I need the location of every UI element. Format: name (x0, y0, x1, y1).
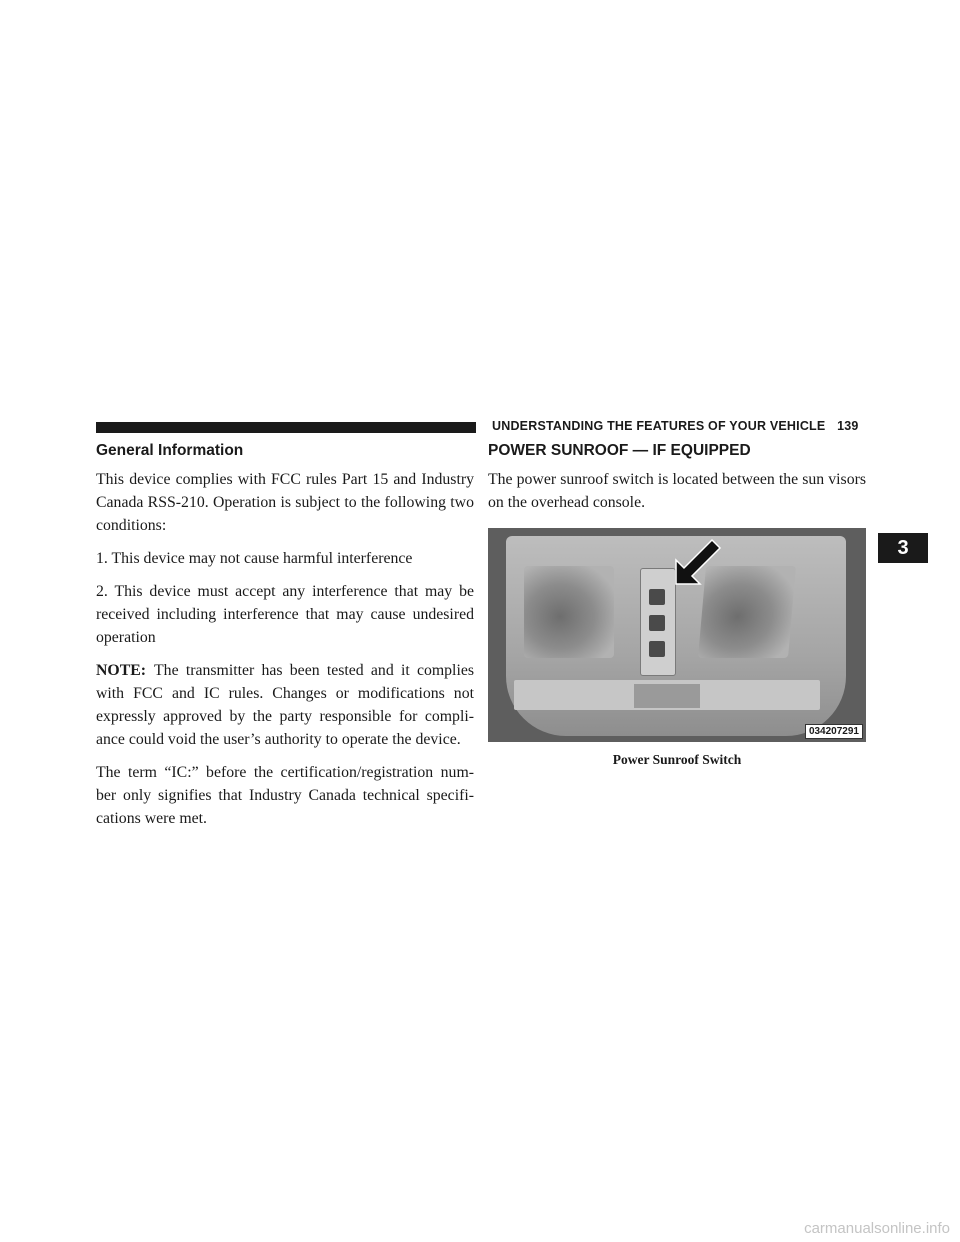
figure-code: 034207291 (805, 724, 863, 739)
power-sunroof-switch-figure (488, 528, 866, 742)
console-lower-buttons (634, 684, 700, 708)
header-rule (96, 422, 476, 433)
note-text: The transmitter has been tested and it complies with FCC and IC rules. Changes or modifications not expressly approved by the party responsible for compli- ance could void the user’s authority to operate the device. (96, 662, 474, 748)
condition-item-1: 1. This device may not cause harmful interference (96, 550, 413, 567)
header-title-text: UNDERSTANDING THE FEATURES OF YOUR VEHICLE (492, 419, 826, 433)
condition-item-2: 2. This device must accept any interference that may be received including interference that may cause undesired operation (96, 583, 474, 646)
sunroof-switch (640, 568, 676, 676)
note-label: NOTE: (96, 662, 147, 679)
running-header (492, 419, 864, 437)
right-column (488, 440, 866, 768)
left-visor-light (524, 566, 614, 658)
section-heading-general-information: General Information (96, 442, 244, 459)
figure-caption: Power Sunroof Switch (612, 752, 742, 767)
sunroof-close-button (649, 641, 665, 657)
sunroof-open-button (649, 589, 665, 605)
sunroof-vent-button (649, 615, 665, 631)
note-paragraph (96, 659, 474, 751)
paragraph-fcc-compliance: This device complies with FCC rules Part 15 and Industry Canada RSS-210. Operation is subject to the following two conditions: (96, 471, 474, 534)
chapter-tab: 3 (878, 533, 928, 563)
pointer-arrow-icon (674, 536, 724, 586)
paragraph-ic-term: The term “IC:” before the certification/registration num- ber only signifies that Industry Canada technical specifi- cations were met. (96, 764, 474, 827)
page-number: 139 (837, 419, 859, 433)
paragraph-sunroof-location: The power sunroof switch is located between the sun visors on the overhead console. (488, 471, 866, 511)
watermark: carmanualsonline.info (804, 1220, 950, 1237)
section-heading-power-sunroof: POWER SUNROOF — IF EQUIPPED (488, 442, 751, 459)
left-column (96, 440, 474, 840)
